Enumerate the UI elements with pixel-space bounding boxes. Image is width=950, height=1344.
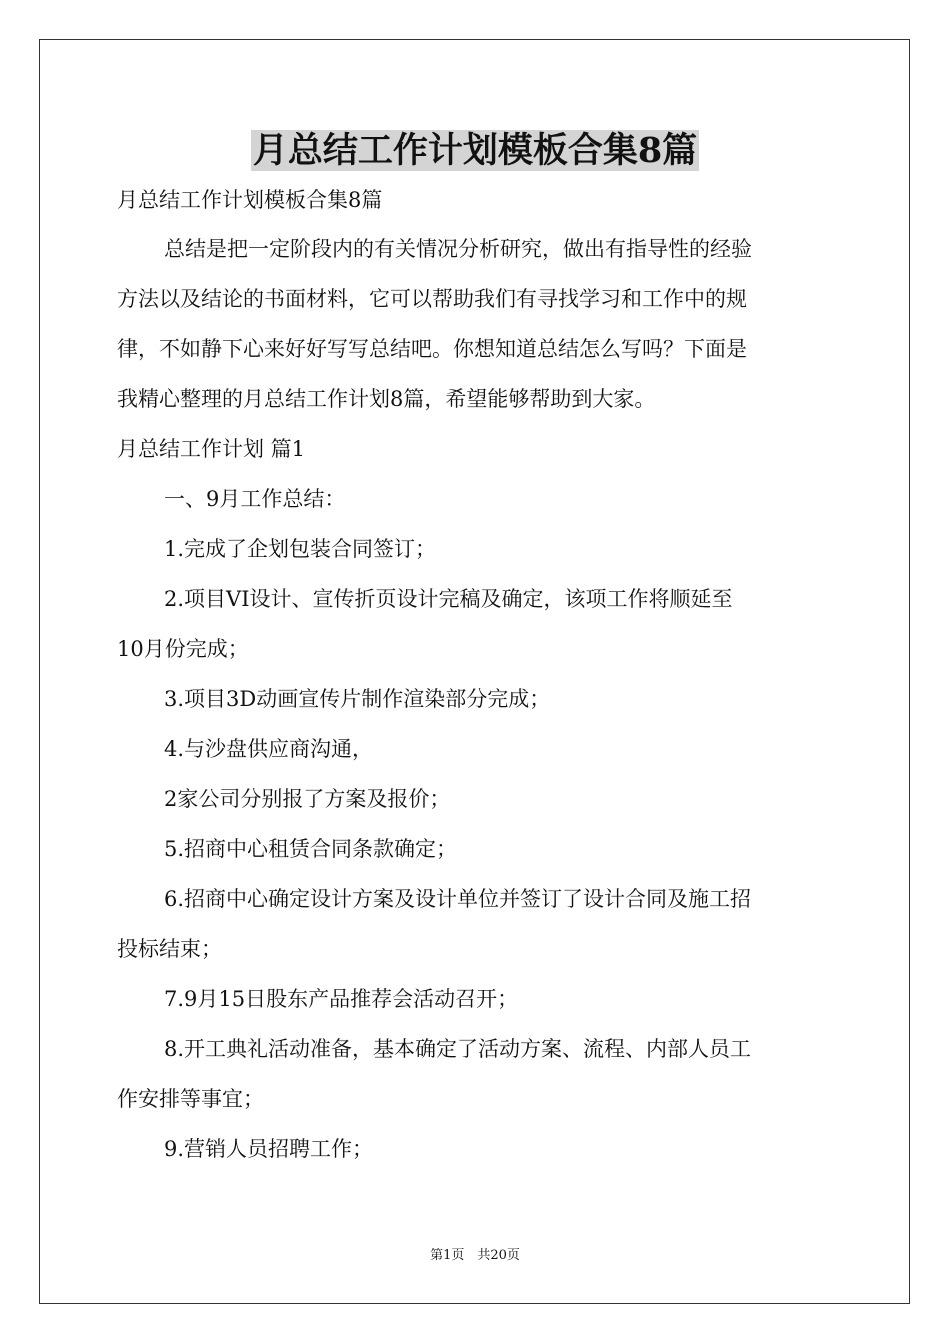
- list-item: 8.开工典礼活动准备，基本确定了活动方案、流程、内部人员工: [164, 1037, 752, 1061]
- paragraph-line: 总结是把一定阶段内的有关情况分析研究，做出有指导性的经验: [164, 237, 752, 261]
- paragraph-line: 一、9月工作总结：: [164, 487, 346, 511]
- page-footer: 第1页 共20页: [430, 1248, 520, 1263]
- paragraph-line: 我精心整理的月总结工作计划8篇，希望能够帮助到大家。: [117, 387, 656, 411]
- list-item: 7.9月15日股东产品推荐会活动召开；: [164, 987, 519, 1011]
- list-item: 6.招商中心确定设计方案及设计单位并签订了设计合同及施工招: [164, 887, 752, 911]
- section-heading: 月总结工作计划 篇1: [117, 437, 306, 461]
- list-item-continuation: 作安排等事宜；: [117, 1087, 264, 1111]
- document-title-text: 月总结工作计划模板合集8篇: [252, 130, 698, 171]
- page-border: [39, 39, 910, 1304]
- list-item: 1.完成了企划包装合同签订；: [164, 537, 437, 561]
- paragraph-line: 律，不如静下心来好好写写总结吧。你想知道总结怎么写吗？下面是: [117, 337, 747, 361]
- list-item: 3.项目3D动画宣传片制作渲染部分完成；: [164, 687, 551, 711]
- subtitle-line: 月总结工作计划模板合集8篇: [117, 188, 383, 212]
- list-item-continuation: 10月份完成；: [117, 637, 249, 661]
- document-title: [0, 123, 950, 179]
- paragraph-line: 方法以及结论的书面材料，它可以帮助我们有寻找学习和工作中的规: [117, 287, 747, 311]
- list-item: 4.与沙盘供应商沟通，: [164, 737, 374, 761]
- list-item: 9.营销人员招聘工作；: [164, 1137, 374, 1161]
- list-item-continuation: 投标结束；: [117, 937, 222, 961]
- list-item: 2家公司分别报了方案及报价；: [164, 787, 451, 811]
- list-item: 2.项目VI设计、宣传折页设计完稿及确定，该项工作将顺延至: [164, 587, 733, 611]
- list-item: 5.招商中心租赁合同条款确定；: [164, 837, 458, 861]
